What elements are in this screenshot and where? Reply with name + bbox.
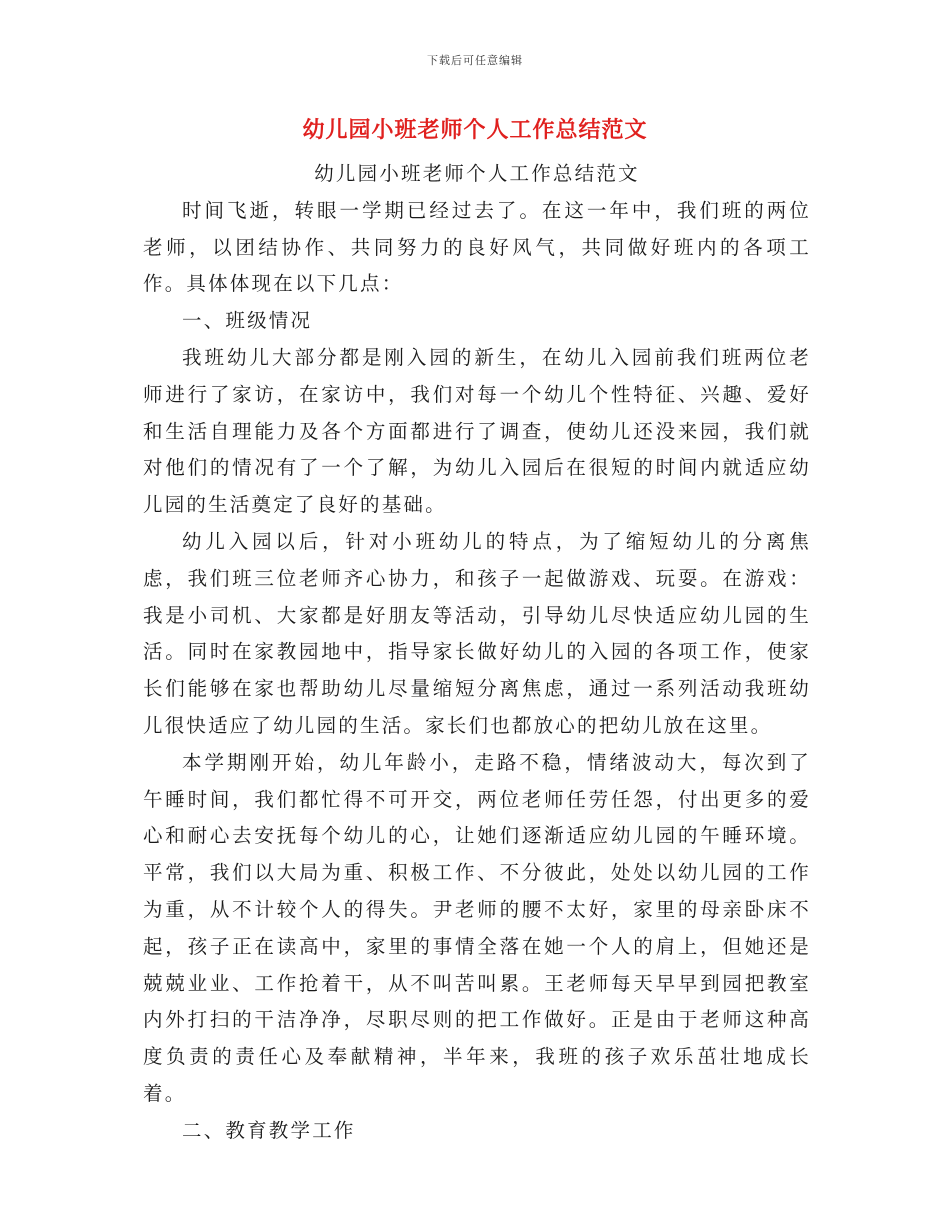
section-heading-class-situation: 一、班级情况 [182,309,313,333]
paragraph-adaptation: 幼儿入园以后，针对小班幼儿的特点，为了缩短幼儿的分离焦虑，我们班三位老师齐心协力，和孩子一起做游戏、玩耍。在游戏：我是小司机、大家都是好朋友等活动，引导幼儿尽快适应幼儿园的生活。同时在家教园地中，指导家长做好幼儿的入园的各项工作，使家长们能够在家也帮助幼儿尽量缩短分离焦虑，通过一系列活动我班幼儿很快适应了幼儿园的生活。家长们也都放心的把幼儿放在这里。 [143,529,811,737]
document-body [143,156,811,1150]
paragraph-home-visits: 我班幼儿大部分都是刚入园的新生，在幼儿入园前我们班两位老师进行了家访，在家访中，我们对每一个幼儿个性特征、兴趣、爱好和生活自理能力及各个方面都进行了调查，使幼儿还没来园，我们就对他们的情况有了一个了解，为幼儿入园后在很短的时间内就适应幼儿园的生活奠定了良好的基础。 [143,345,811,517]
document-subtitle: 幼儿园小班老师个人工作总结范文 [314,162,640,185]
header-note: 下载后可任意编辑 [427,54,523,67]
paragraph-intro: 时间飞逝，转眼一学期已经过去了。在这一年中，我们班的两位老师，以团结协作、共同努力的良好风气，共同做好班内的各项工作。具体体现在以下几点： [143,198,811,296]
document-title: 幼儿园小班老师个人工作总结范文 [302,117,648,143]
section-heading-teaching-work: 二、教育教学工作 [182,1118,356,1142]
paragraph-teacher-dedication: 本学期刚开始，幼儿年龄小，走路不稳，情绪波动大，每次到了午睡时间，我们都忙得不可开交，两位老师任劳任怨，付出更多的爱心和耐心去安抚每个幼儿的心，让她们逐渐适应幼儿园的午睡环境。平常，我们以大局为重、积极工作、不分彼此，处处以幼儿园的工作为重，从不计较个人的得失。尹老师的腰不太好，家里的母亲卧床不起，孩子正在读高中，家里的事情全落在她一个人的肩上，但她还是兢兢业业、工作抢着干，从不叫苦叫累。王老师每天早早到园把教室内外打扫的干洁净净，尽职尽则的把工作做好。正是由于老师这种高度负责的责任心及奉献精神，半年来，我班的孩子欢乐茁壮地成长着。 [143,750,811,1105]
